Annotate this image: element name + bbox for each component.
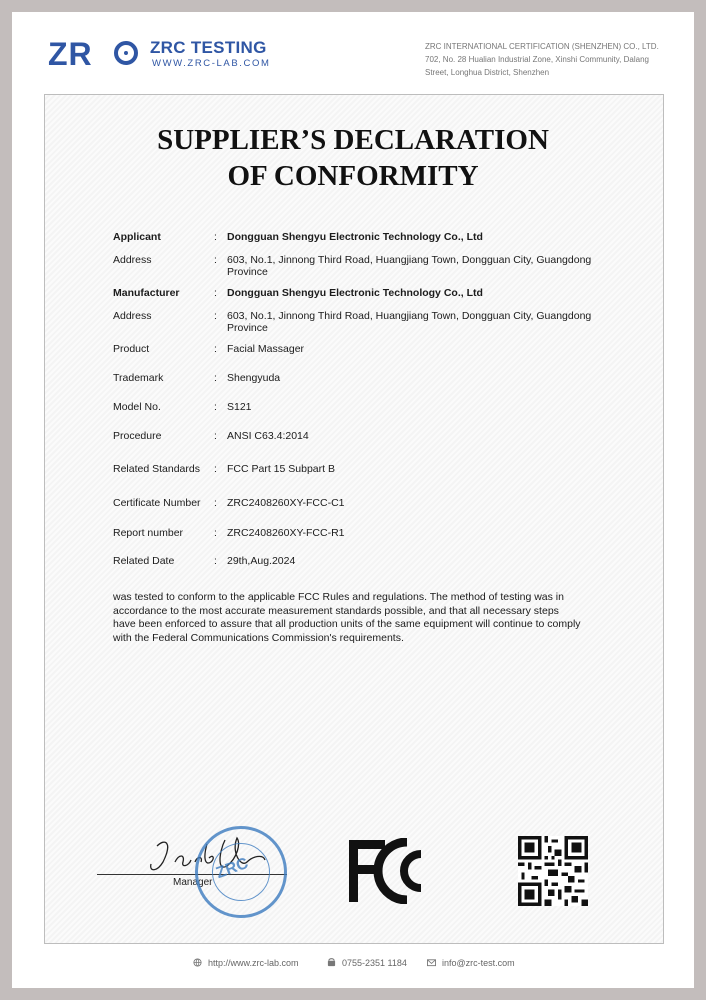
- field-label: Related Standards: [113, 463, 200, 475]
- field-label: Report number: [113, 527, 184, 539]
- company-address: [425, 40, 665, 79]
- field-label: Related Date: [113, 555, 175, 567]
- company-line-3: Street, Longhua District, Shenzhen: [425, 68, 550, 77]
- field-value: 29th,Aug.2024: [227, 555, 296, 567]
- logo-r: R: [68, 36, 93, 72]
- conformity-statement: was tested to conform to the applicable FCC Rules and regulations. The method of testing was in accordance to the most accurate measurement standards possible, and that all necessary steps have been enforced to assure that all production units of the same equipment will continue to comply with the Federal Communications Commission's requirements.: [113, 591, 581, 644]
- phone-icon: [327, 958, 336, 967]
- footer-phone: [327, 958, 407, 968]
- field-value: ZRC2408260XY-FCC-R1: [227, 527, 345, 539]
- field-value: ZRC2408260XY-FCC-C1: [227, 497, 345, 509]
- field-label: Product: [113, 343, 150, 355]
- field-separator: :: [214, 527, 217, 539]
- field-value: 603, No.1, Jinnong Third Road, Huangjiang Town, Dongguan City, Guangdong Province: [227, 310, 592, 334]
- field-separator: :: [214, 430, 217, 442]
- field-separator: :: [214, 555, 217, 567]
- logo-z: Z: [48, 36, 69, 72]
- company-line-2: 702, No. 28 Hualian Industrial Zone, Xinshi Community, Dalang: [425, 55, 649, 64]
- field-value: Dongguan Shengyu Electronic Technology Co., Ltd: [227, 287, 483, 299]
- field-value: Shengyuda: [227, 372, 281, 384]
- field-label: Address: [113, 254, 152, 266]
- field-label: Address: [113, 310, 152, 322]
- field-value: 603, No.1, Jinnong Third Road, Huangjiang Town, Dongguan City, Guangdong Province: [227, 254, 592, 278]
- field-value: Facial Massager: [227, 343, 305, 355]
- field-separator: :: [214, 231, 217, 243]
- field-label: Trademark: [113, 372, 164, 384]
- footer-website-text: http://www.zrc-lab.com: [208, 958, 299, 968]
- logo-website: WWW.ZRC-LAB.COM: [152, 58, 271, 69]
- company-seal: [195, 826, 287, 918]
- field-label: Model No.: [113, 401, 161, 413]
- certificate-frame: [44, 94, 664, 944]
- field-separator: :: [214, 310, 217, 322]
- field-separator: :: [214, 254, 217, 266]
- field-value: FCC Part 15 Subpart B: [227, 463, 335, 475]
- field-separator: :: [214, 497, 217, 509]
- field-value: S121: [227, 401, 252, 413]
- field-label: Certificate Number: [113, 497, 201, 509]
- field-separator: :: [214, 401, 217, 413]
- logo-letters: [48, 36, 93, 72]
- field-value: ANSI C63.4:2014: [227, 430, 309, 442]
- title-line-1: SUPPLIER’S DECLARATION: [157, 124, 549, 156]
- field-label: Applicant: [113, 231, 161, 243]
- field-value: Dongguan Shengyu Electronic Technology Co., Ltd: [227, 231, 483, 243]
- company-line-1: ZRC INTERNATIONAL CERTIFICATION (SHENZHEN) CO., LTD.: [425, 42, 659, 51]
- title-line-2: OF CONFORMITY: [227, 160, 479, 192]
- footer-website[interactable]: [193, 958, 299, 968]
- document-title: [44, 122, 662, 194]
- globe-icon: [193, 958, 202, 967]
- field-label: Procedure: [113, 430, 162, 442]
- field-separator: :: [214, 287, 217, 299]
- footer-phone-text: 0755-2351 1184: [342, 958, 407, 968]
- field-separator: :: [214, 372, 217, 384]
- qr-code: [518, 836, 588, 906]
- field-label: Manufacturer: [113, 287, 180, 299]
- logo-brand: ZRC TESTING: [150, 38, 267, 57]
- footer-email-text: info@zrc-test.com: [442, 958, 515, 968]
- signature-role: Manager: [173, 877, 213, 888]
- mail-icon: [427, 958, 436, 967]
- field-separator: :: [214, 463, 217, 475]
- logo-c-ring: [114, 41, 138, 65]
- field-separator: :: [214, 343, 217, 355]
- seal-text: ZRC: [213, 854, 251, 883]
- footer-email[interactable]: [427, 958, 515, 968]
- zrc-logo: [48, 36, 278, 76]
- fcc-logo: [345, 838, 437, 904]
